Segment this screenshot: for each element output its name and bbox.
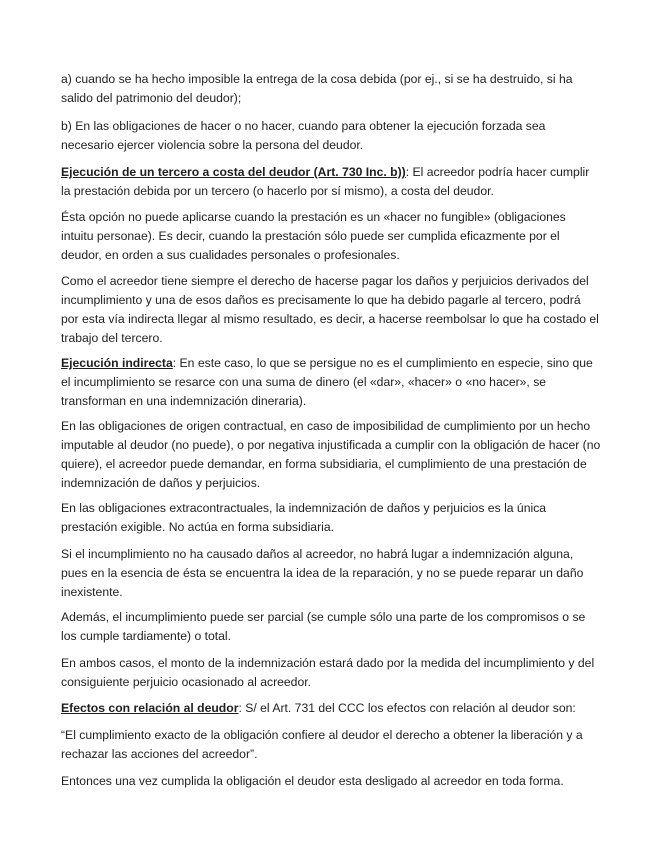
paragraph-9-text: Si el incumplimiento no ha causado daños al acreedor, no habrá lugar a indemnización alguna, pues en la esencia de ésta se encuentra la idea de la reparación, y no se puede reparar un daño inexistente. — [61, 547, 584, 599]
paragraph-7-text: En las obligaciones de origen contractual, en caso de imposibilidad de cumplimiento por un hecho imputable al deudor (no puede), o por negativa injustificada a cumplir con la obligación de hacer (no quiere), el acreedor puede demandar, en forma subsidiaria, el cumplimiento de una prestación de indemnización de daños y perjuicios. — [61, 419, 601, 490]
paragraph-11-text: En ambos casos, el monto de la indemnización estará dado por la medida del incumplimiento y del consiguiente perjuicio ocasionado al acreedor. — [61, 656, 595, 689]
paragraph-9 — [61, 545, 601, 602]
paragraph-8-text: En las obligaciones extracontractuales, la indemnización de daños y perjuicios es la única prestación exigible. No actúa en forma subsidiaria. — [61, 501, 547, 534]
paragraph-1-text: a) cuando se ha hecho imposible la entrega de la cosa debida (por ej., si se ha destruido, si ha salido del patrimonio del deudor); — [61, 72, 573, 105]
paragraph-11 — [61, 654, 601, 692]
section-heading-efectos-deudor: Efectos con relación al deudor — [61, 701, 239, 715]
paragraph-12-text: : S/ el Art. 731 del CCC los efectos con relación al deudor son: — [238, 701, 576, 715]
paragraph-14 — [61, 772, 601, 791]
section-heading-ejecucion-indirecta: Ejecución indirecta — [61, 356, 173, 370]
paragraph-6-text: : En este caso, lo que se persigue no es el cumplimiento en especie, sino que el incumplimiento se resarce con una suma de dinero (el «dar», «hacer» o «no hacer», se transforman en una indemnización dineraria). — [61, 356, 593, 408]
paragraph-8 — [61, 499, 601, 537]
paragraph-14-text: Entonces una vez cumplida la obligación el deudor esta desligado al acreedor en toda forma. — [61, 774, 564, 788]
paragraph-2 — [61, 117, 601, 155]
paragraph-4 — [61, 208, 601, 265]
paragraph-3-text: : El acreedor podría hacer cumplir la prestación debida por un tercero (o hacerlo por sí mismo), a costa del deudor. — [61, 165, 590, 198]
section-heading-ejecucion-tercero: Ejecución de un tercero a costa del deudor (Art. 730 Inc. b)) — [61, 165, 406, 179]
paragraph-10 — [61, 608, 601, 646]
paragraph-12 — [61, 699, 601, 718]
paragraph-1 — [61, 70, 601, 108]
paragraph-13-text: “El cumplimiento exacto de la obligación confiere al deudor el derecho a obtener la liberación y a rechazar las acciones del acreedor”. — [61, 728, 583, 761]
paragraph-6 — [61, 354, 601, 411]
paragraph-13 — [61, 726, 601, 764]
paragraph-5 — [61, 272, 601, 348]
paragraph-10-text: Además, el incumplimiento puede ser parcial (se cumple sólo una parte de los compromisos o se los cumple tardiamente) o total. — [61, 610, 586, 643]
paragraph-3 — [61, 163, 601, 201]
paragraph-4-text: Ésta opción no puede aplicarse cuando la prestación es un «hacer no fungible» (obligaciones intuitu personae). Es decir, cuando la prestación sólo puede ser cumplida eficazmente por el deudor, en orden a sus cualidades personales o profesionales. — [61, 210, 566, 262]
paragraph-7 — [61, 417, 601, 493]
paragraph-2-text: b) En las obligaciones de hacer o no hacer, cuando para obtener la ejecución forzada sea necesario ejercer violencia sobre la persona del deudor. — [61, 119, 546, 152]
paragraph-5-text: Como el acreedor tiene siempre el derecho de hacerse pagar los daños y perjuicios derivados del incumplimiento y una de esos daños es precisamente lo que ha debido pagarle al tercero, podrá por esta vía indirecta llegar al mismo resultado, es decir, a hacerse reembolsar lo que ha costado el trabajo del tercero. — [61, 274, 599, 345]
